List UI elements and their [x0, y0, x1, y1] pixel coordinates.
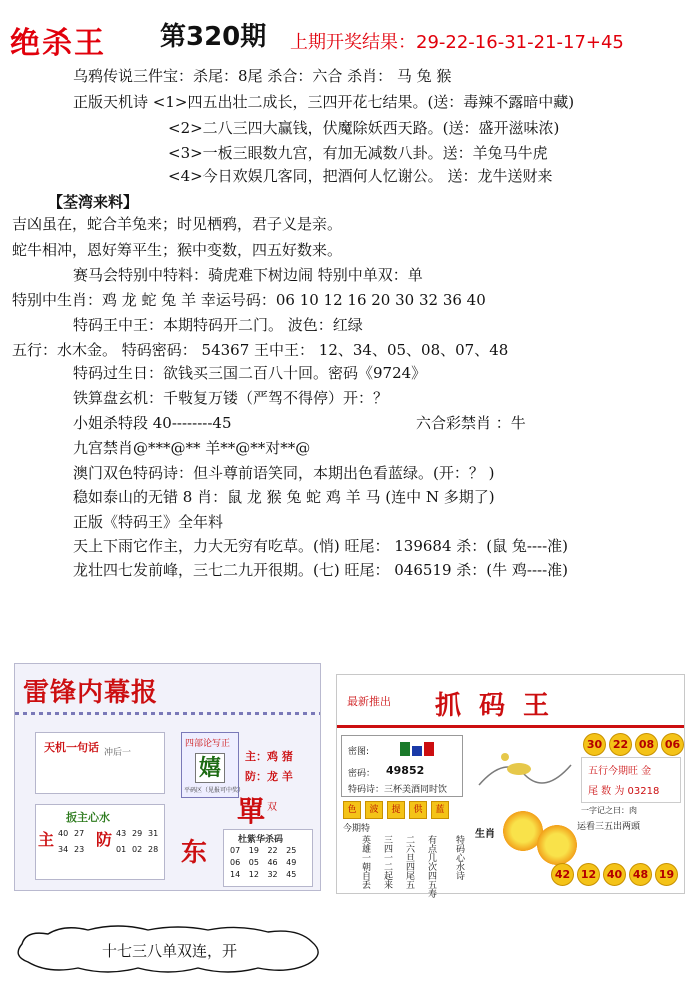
kill-code-row: 14 12 32 45 [230, 870, 297, 879]
star-icon [537, 825, 577, 865]
num-cell: 28 [148, 845, 159, 854]
shengxiao-label: 生肖 [475, 829, 495, 840]
poster-leifeng [14, 663, 321, 891]
text-line: 龙壮四七发前峰，三七二九开很期。(七) 旺尾： 046519 杀：(牛 鸡----准) [73, 561, 569, 579]
jinqi-label: 今期特 [343, 824, 371, 834]
text-line: 正版《特码王》全年料 [73, 513, 224, 531]
last-result: 上期开奖结果：29-22-16-31-21-17+45 [290, 32, 624, 53]
poster-divider [15, 712, 320, 715]
poem-column: 有点几次四五寿 [426, 835, 436, 898]
big-char-small: 双 [267, 802, 277, 813]
color-tabs [343, 801, 449, 819]
fang-text: 防：龙 羊 [245, 770, 293, 783]
text-line: <2>二八三四大赢钱，伏魔除妖西天路。(送：盛开滋味浓) [168, 119, 560, 137]
mima-code: 49852 [386, 764, 425, 777]
number-ball: 06 [661, 733, 684, 756]
zhu-label: 主 [38, 830, 55, 849]
color-tab: 供 [409, 801, 427, 819]
number-ball: 08 [635, 733, 658, 756]
poster-title: 抓码王 [435, 691, 568, 721]
issue-number: 第320期 [160, 22, 267, 52]
text-line: 乌鸦传说三件宝：杀尾：8尾 杀合：六合 杀肖： 马 兔 猴 [73, 67, 452, 85]
number-ball: 22 [609, 733, 632, 756]
fang-label: 防 [96, 830, 113, 849]
poem-column: 英雄一朝自丢 [360, 835, 370, 889]
num-cell: 23 [74, 845, 85, 854]
tianji-title: 天机一句话 [44, 741, 99, 754]
number-ball: 40 [603, 863, 626, 886]
text-line: 铁算盘玄机：千㪏复万镂（严驾不得停）开：？ [73, 389, 389, 407]
right-sub: 一字记之曰：肉 [581, 806, 637, 815]
side-tail: 尾 数 为 03218 [588, 786, 660, 797]
poem-column: 二六旦四尾五 [404, 835, 414, 889]
top-balls [583, 733, 684, 756]
center-foot: 平码区（见报可中奖） [184, 787, 245, 794]
num-cell: 43 [116, 829, 127, 838]
tianji-sub: 冲后一 [104, 748, 132, 758]
color-tab: 色 [343, 801, 361, 819]
kill-code-title: 杜紫华杀码 [238, 835, 284, 845]
big-char-dong: 东 [181, 838, 208, 868]
big-char-dan: 單 [237, 795, 266, 828]
side-wuxing: 五行今期旺 金 [588, 766, 652, 777]
poem-column: 特码心水诗 [454, 835, 464, 880]
number-ball: 12 [577, 863, 600, 886]
mima-box [341, 735, 463, 797]
kill-code-row: 06 05 46 49 [230, 858, 297, 867]
text-line: 蛇牛相冲，恩好筹平生；猴中变数，四五好数来。 [12, 241, 343, 259]
num-cell: 01 [116, 845, 127, 854]
text-line: 特码过生日：欲钱买三国二百八十回。密码《9724》 [73, 364, 427, 382]
mima-label: 密图: [348, 747, 370, 757]
bottom-balls [551, 863, 678, 886]
num-cell: 29 [132, 829, 143, 838]
text-line: 澳门双色特码诗：但斗尊前语笑同，本期出色看蓝绿。(开：？ ) [73, 464, 495, 482]
kill-code-row: 07 19 22 25 [230, 846, 297, 855]
number-ball: 42 [551, 863, 574, 886]
num-cell: 02 [132, 845, 143, 854]
text-line: 特别中生肖：鸡 龙 蛇 兔 羊 幸运号码：06 10 12 16 20 30 32 36 40 [12, 291, 486, 309]
text-line: 稳如泰山的无错 8 肖：鼠 龙 猴 兔 蛇 鸡 羊 马 (连中 N 多期了) [73, 488, 495, 506]
text-line: <4>今日欢娱几客同，把酒何人忆谢公。 送：龙牛送财来 [168, 167, 553, 185]
text-line: 小姐杀特段 40--------45 [73, 414, 232, 432]
text-line: 天上下雨它作主，力大无穷有吃草。(悄) 旺尾： 139684 杀：(鼠 兔----准) [73, 537, 569, 555]
right-text: 运看三五出两頭 [577, 822, 641, 832]
zhenshan-title: 扳主心水 [66, 811, 110, 824]
text-line: 吉凶虽在，蛇合羊兔来；时见栖鸦，君子义是亲。 [12, 215, 343, 233]
text-line: 特码王中王：本期特码开二门。 波色：红绿 [73, 316, 363, 334]
center-char: 嬉 [195, 753, 225, 783]
tema-label: 特码诗：三杯美酒同时饮 [348, 785, 448, 795]
number-ball: 30 [583, 733, 606, 756]
text-line: <3>一板三眼数九宫，有加无减数八卦。送：羊兔马牛虎 [168, 144, 548, 162]
tianji-box [35, 732, 165, 794]
poster-small: 最新推出 [347, 695, 391, 708]
number-ball: 48 [629, 863, 652, 886]
landscape-image [475, 735, 575, 795]
cloud-bubble [8, 922, 328, 976]
page-logo: 绝杀王 [10, 26, 106, 61]
color-tab: 蓝 [431, 801, 449, 819]
center-box [181, 732, 245, 798]
poster-zhuama [336, 674, 685, 898]
code-label: 密码： [348, 769, 376, 779]
logo-icon [398, 740, 438, 760]
side-info-box [581, 757, 681, 803]
color-tab: 波 [365, 801, 383, 819]
zhenshan-box [35, 804, 165, 880]
poster-header [337, 675, 684, 728]
text-line: 六合彩禁肖 ：牛 [416, 414, 526, 432]
text-line: 正版天机诗 <1>四五出壮二成长，三四开花七结果。(送：毒辣不露暗中藏) [73, 93, 575, 111]
text-line: 赛马会特别中特料：骑虎难下树边闹 特别中单双：单 [73, 266, 423, 284]
center-title: 四部论写正 [185, 739, 231, 749]
color-tab: 提 [387, 801, 405, 819]
num-cell: 34 [58, 845, 69, 854]
kill-code-box [223, 829, 313, 887]
num-cell: 27 [74, 829, 85, 838]
zhu-text: 主：鸡 猪 [245, 750, 293, 763]
cloud-text: 十七三八单双连，开 [102, 942, 238, 960]
section-heading: 【荃湾来料】 [48, 193, 139, 211]
text-line: 五行：水木金。 特码密码： 54367 王中王： 12、34、05、08、07、48 [12, 341, 509, 359]
text-line: 九宫禁肖@***@** 羊**@**对**@ [73, 439, 311, 457]
poster-title: 雷锋内幕报 [23, 678, 159, 708]
num-cell: 31 [148, 829, 159, 838]
poem-column: 三四一二起来 [382, 835, 392, 889]
number-ball: 19 [655, 863, 678, 886]
num-cell: 40 [58, 829, 69, 838]
